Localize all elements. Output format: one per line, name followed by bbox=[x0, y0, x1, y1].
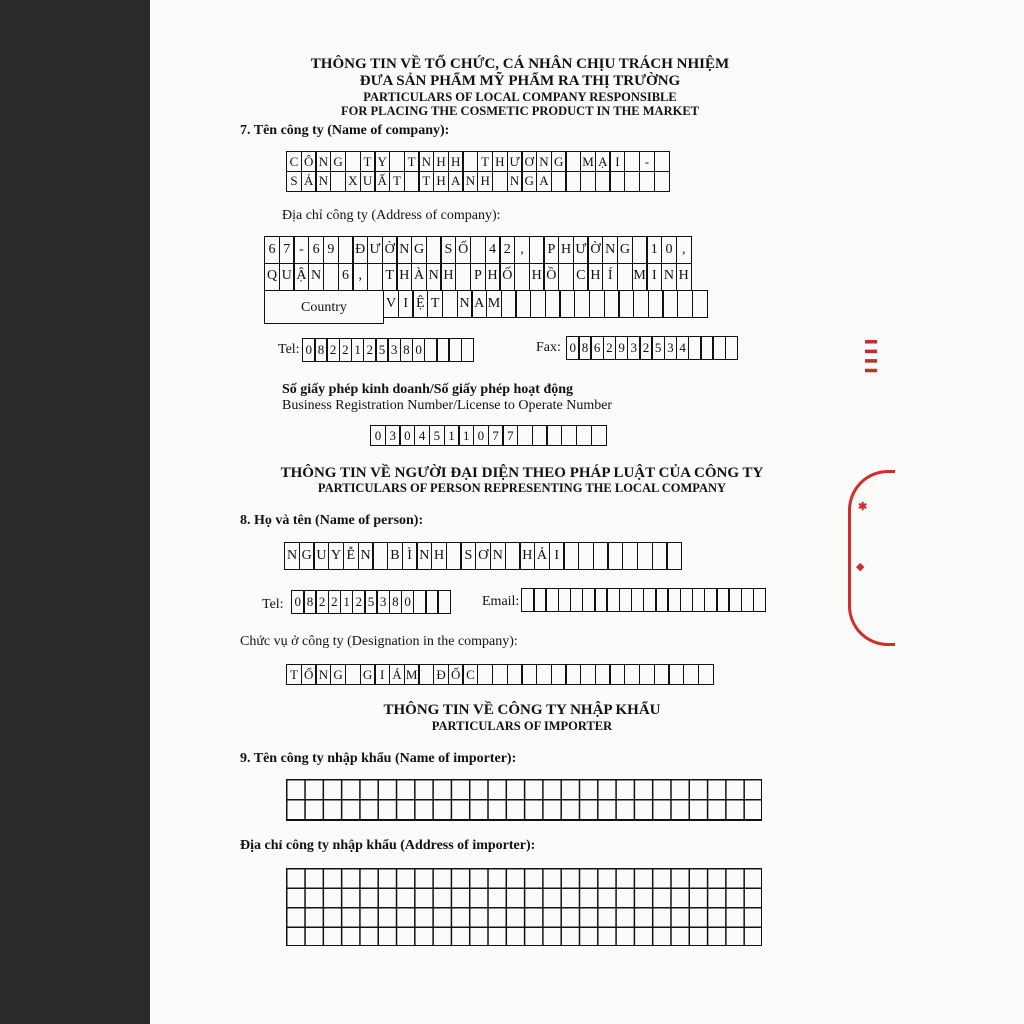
char-cell: 5 bbox=[651, 336, 665, 360]
char-cell: 0 bbox=[302, 338, 316, 362]
char-cell bbox=[639, 664, 655, 685]
char-cell: 1 bbox=[444, 425, 460, 446]
char-cell: Ư bbox=[507, 151, 523, 172]
char-cell bbox=[578, 542, 594, 570]
company-tel-cells bbox=[302, 338, 474, 362]
importer-title-vi: THÔNG TIN VỀ CÔNG TY NHẬP KHẨU bbox=[383, 702, 661, 718]
char-cell bbox=[565, 171, 581, 192]
char-cell: 3 bbox=[664, 336, 678, 360]
representative-title-vi: THÔNG TIN VỀ NGƯỜI ĐẠI DIỆN THEO PHÁP LUẬT CỦA CÔNG TY bbox=[280, 465, 764, 481]
char-cell: N bbox=[416, 542, 432, 570]
country-label: Country bbox=[264, 290, 384, 324]
char-cell bbox=[576, 425, 592, 446]
char-cell: 3 bbox=[387, 338, 401, 362]
char-cell bbox=[622, 542, 638, 570]
char-cell: G bbox=[551, 151, 567, 172]
char-cell: N bbox=[507, 171, 523, 192]
char-cell: - bbox=[293, 236, 309, 264]
char-cell: A bbox=[448, 171, 464, 192]
char-cell: 9 bbox=[323, 236, 339, 264]
char-cell bbox=[589, 290, 605, 318]
char-cell bbox=[418, 664, 434, 685]
char-cell bbox=[580, 664, 596, 685]
char-cell: N bbox=[457, 290, 473, 318]
char-cell: 6 bbox=[308, 236, 324, 264]
char-cell: 2 bbox=[352, 590, 366, 614]
char-cell bbox=[559, 290, 575, 318]
char-cell: 2 bbox=[603, 336, 617, 360]
char-cell bbox=[546, 425, 562, 446]
char-cell: H bbox=[433, 151, 449, 172]
importer-name-label: 9. Tên công ty nhập khẩu (Name of importer): bbox=[240, 751, 517, 766]
char-cell bbox=[551, 171, 567, 192]
char-cell bbox=[515, 290, 531, 318]
char-cell bbox=[677, 290, 693, 318]
char-cell: S bbox=[440, 236, 456, 264]
char-cell bbox=[753, 588, 767, 612]
char-cell: T bbox=[360, 151, 376, 172]
char-cell: Ì bbox=[402, 542, 418, 570]
char-cell: B bbox=[387, 542, 403, 570]
seal-fragment-mid: ◆ bbox=[856, 561, 865, 573]
char-cell: H bbox=[440, 263, 456, 291]
char-cell: P bbox=[470, 263, 486, 291]
person-email-cells bbox=[521, 588, 766, 612]
char-cell: 0 bbox=[661, 236, 677, 264]
char-cell: Ổ bbox=[301, 664, 317, 685]
char-cell: Ố bbox=[448, 664, 464, 685]
char-cell bbox=[591, 425, 607, 446]
char-cell bbox=[574, 290, 590, 318]
char-cell: , bbox=[352, 263, 368, 291]
char-cell bbox=[470, 236, 486, 264]
char-cell: H bbox=[492, 151, 508, 172]
char-cell: Ả bbox=[301, 171, 317, 192]
company-address-row-1 bbox=[264, 236, 692, 264]
char-cell bbox=[517, 425, 533, 446]
company-fax-label: Fax: bbox=[536, 340, 561, 355]
char-cell bbox=[662, 290, 678, 318]
char-cell: Ả bbox=[534, 542, 550, 570]
char-cell bbox=[330, 171, 346, 192]
char-cell: N bbox=[490, 542, 506, 570]
char-cell: Ờ bbox=[382, 236, 398, 264]
char-cell: N bbox=[462, 171, 478, 192]
char-cell: C bbox=[573, 263, 589, 291]
char-cell bbox=[692, 290, 708, 318]
person-tel-cells bbox=[291, 590, 451, 614]
country-row bbox=[383, 290, 708, 318]
char-cell: Ư bbox=[367, 236, 383, 264]
char-cell bbox=[507, 664, 523, 685]
char-cell: 8 bbox=[400, 338, 414, 362]
char-cell bbox=[461, 338, 475, 362]
char-cell: 4 bbox=[676, 336, 690, 360]
char-cell: Y bbox=[374, 151, 390, 172]
char-cell bbox=[624, 171, 640, 192]
company-address-label: Địa chỉ công ty (Address of company): bbox=[282, 208, 501, 223]
char-cell bbox=[666, 542, 682, 570]
char-cell bbox=[561, 425, 577, 446]
char-cell: G bbox=[360, 664, 376, 685]
char-cell: 2 bbox=[326, 338, 340, 362]
char-cell bbox=[618, 290, 634, 318]
char-cell: Ạ bbox=[595, 151, 611, 172]
seal-fragment-top: ✱ bbox=[858, 501, 868, 513]
char-cell: N bbox=[426, 263, 442, 291]
char-cell: 3 bbox=[385, 425, 401, 446]
char-cell bbox=[609, 664, 625, 685]
char-cell bbox=[624, 664, 640, 685]
char-cell: I bbox=[646, 263, 662, 291]
char-cell bbox=[367, 263, 383, 291]
char-cell bbox=[545, 290, 561, 318]
char-cell bbox=[437, 590, 451, 614]
license-cells bbox=[370, 425, 607, 446]
char-cell: 0 bbox=[566, 336, 580, 360]
char-cell bbox=[563, 542, 579, 570]
char-cell: 8 bbox=[314, 338, 328, 362]
char-cell: 5 bbox=[364, 590, 378, 614]
char-cell bbox=[455, 263, 471, 291]
char-cell: 4 bbox=[485, 236, 501, 264]
company-seal-stamp bbox=[848, 470, 895, 646]
importer-address-grid bbox=[286, 868, 762, 946]
char-cell: G bbox=[330, 151, 346, 172]
char-cell: H bbox=[485, 263, 501, 291]
license-label-en: Business Registration Number/License to Operate Number bbox=[282, 398, 613, 413]
char-cell bbox=[536, 664, 552, 685]
char-cell bbox=[668, 664, 684, 685]
char-cell: H bbox=[396, 263, 412, 291]
char-cell: 1 bbox=[340, 590, 354, 614]
char-cell bbox=[632, 236, 648, 264]
char-cell: 2 bbox=[315, 590, 329, 614]
char-cell bbox=[654, 151, 670, 172]
char-cell: 8 bbox=[578, 336, 592, 360]
company-name-row-1 bbox=[286, 151, 670, 172]
char-cell: 3 bbox=[376, 590, 390, 614]
char-cell bbox=[639, 171, 655, 192]
char-cell: G bbox=[411, 236, 427, 264]
char-cell: Y bbox=[328, 542, 344, 570]
header-line-2: ĐƯA SẢN PHẨM MỸ PHẨM RA THỊ TRƯỜNG bbox=[359, 73, 681, 89]
char-cell bbox=[652, 542, 668, 570]
char-cell: Ố bbox=[499, 263, 515, 291]
designation-cells bbox=[286, 664, 714, 685]
char-cell bbox=[372, 542, 388, 570]
char-cell: T bbox=[427, 290, 443, 318]
char-cell: Q bbox=[264, 263, 280, 291]
char-cell: 5 bbox=[375, 338, 389, 362]
char-cell bbox=[492, 171, 508, 192]
char-cell: Ư bbox=[573, 236, 589, 264]
char-cell: M bbox=[580, 151, 596, 172]
company-tel-label: Tel: bbox=[278, 342, 300, 357]
char-cell: V bbox=[383, 290, 399, 318]
char-cell: I bbox=[549, 542, 565, 570]
char-cell: C bbox=[462, 664, 478, 685]
char-cell bbox=[683, 664, 699, 685]
char-cell: Ồ bbox=[543, 263, 559, 291]
header-line-4: FOR PLACING THE COSMETIC PRODUCT IN THE MARKET bbox=[340, 104, 700, 118]
char-cell: 6 bbox=[338, 263, 354, 291]
char-cell: H bbox=[477, 171, 493, 192]
char-cell: T bbox=[418, 171, 434, 192]
char-cell: T bbox=[404, 151, 420, 172]
char-cell: , bbox=[514, 236, 530, 264]
char-cell: Ệ bbox=[412, 290, 428, 318]
char-cell: Ấ bbox=[374, 171, 390, 192]
char-cell: 7 bbox=[502, 425, 518, 446]
char-cell: 5 bbox=[429, 425, 445, 446]
char-cell: M bbox=[486, 290, 502, 318]
char-cell: 2 bbox=[328, 590, 342, 614]
char-cell bbox=[580, 171, 596, 192]
char-cell bbox=[637, 542, 653, 570]
char-cell: 0 bbox=[399, 425, 415, 446]
char-cell: U bbox=[313, 542, 329, 570]
char-cell bbox=[477, 664, 493, 685]
char-cell: 6 bbox=[590, 336, 604, 360]
company-name-row-2 bbox=[286, 171, 670, 192]
char-cell: - bbox=[639, 151, 655, 172]
char-cell bbox=[565, 151, 581, 172]
char-cell bbox=[593, 542, 609, 570]
char-cell: N bbox=[536, 151, 552, 172]
char-cell bbox=[532, 425, 548, 446]
importer-title-en: PARTICULARS OF IMPORTER bbox=[431, 719, 613, 733]
char-cell: N bbox=[315, 664, 331, 685]
person-tel-label: Tel: bbox=[262, 597, 284, 612]
char-cell bbox=[607, 542, 623, 570]
person-name-label: 8. Họ và tên (Name of person): bbox=[240, 513, 424, 528]
char-cell bbox=[558, 263, 574, 291]
margin-stamp-mark: ▌ ▌ ▌ ▌ bbox=[865, 340, 876, 376]
char-cell bbox=[492, 664, 508, 685]
char-cell: T bbox=[382, 263, 398, 291]
char-cell: H bbox=[433, 171, 449, 192]
char-cell: H bbox=[519, 542, 535, 570]
char-cell bbox=[565, 664, 581, 685]
char-cell: N bbox=[396, 236, 412, 264]
char-cell: H bbox=[529, 263, 545, 291]
representative-title-en: PARTICULARS OF PERSON REPRESENTING THE LOCAL COMPANY bbox=[317, 481, 727, 495]
char-cell bbox=[648, 290, 664, 318]
char-cell: 1 bbox=[458, 425, 474, 446]
char-cell: Á bbox=[389, 664, 405, 685]
char-cell bbox=[521, 664, 537, 685]
char-cell: N bbox=[418, 151, 434, 172]
char-cell bbox=[462, 151, 478, 172]
char-cell bbox=[404, 171, 420, 192]
char-cell bbox=[617, 263, 633, 291]
char-cell: 7 bbox=[279, 236, 295, 264]
designation-label: Chức vụ ở công ty (Designation in the company): bbox=[240, 634, 518, 649]
char-cell: G bbox=[617, 236, 633, 264]
company-name-label: 7. Tên công ty (Name of company): bbox=[240, 123, 450, 138]
char-cell bbox=[551, 664, 567, 685]
char-cell: Ậ bbox=[293, 263, 309, 291]
char-cell: U bbox=[360, 171, 376, 192]
char-cell bbox=[654, 171, 670, 192]
char-cell: Ố bbox=[455, 236, 471, 264]
char-cell: T bbox=[389, 171, 405, 192]
char-cell bbox=[345, 151, 361, 172]
char-cell: N bbox=[315, 171, 331, 192]
char-cell: 1 bbox=[351, 338, 365, 362]
char-cell: Ờ bbox=[587, 236, 603, 264]
char-cell: T bbox=[477, 151, 493, 172]
char-cell: , bbox=[676, 236, 692, 264]
char-cell: T bbox=[286, 664, 302, 685]
char-cell: U bbox=[279, 263, 295, 291]
char-cell: 3 bbox=[627, 336, 641, 360]
char-cell: M bbox=[632, 263, 648, 291]
char-cell: N bbox=[358, 542, 374, 570]
char-cell: 8 bbox=[303, 590, 317, 614]
char-cell: G bbox=[299, 542, 315, 570]
char-cell: Đ bbox=[352, 236, 368, 264]
char-cell: H bbox=[587, 263, 603, 291]
char-cell: A bbox=[536, 171, 552, 192]
char-cell: Ễ bbox=[343, 542, 359, 570]
char-cell: N bbox=[308, 263, 324, 291]
char-cell bbox=[624, 151, 640, 172]
char-cell: Í bbox=[602, 263, 618, 291]
char-cell bbox=[514, 263, 530, 291]
char-cell: 1 bbox=[646, 236, 662, 264]
char-cell bbox=[725, 336, 739, 360]
char-cell: N bbox=[284, 542, 300, 570]
char-cell: 7 bbox=[488, 425, 504, 446]
char-cell: G bbox=[330, 664, 346, 685]
char-cell: H bbox=[448, 151, 464, 172]
char-cell bbox=[442, 290, 458, 318]
char-cell: Ơ bbox=[521, 151, 537, 172]
header-line-3: PARTICULARS OF LOCAL COMPANY RESPONSIBLE bbox=[363, 90, 677, 104]
char-cell: N bbox=[661, 263, 677, 291]
char-cell: N bbox=[602, 236, 618, 264]
char-cell: À bbox=[411, 263, 427, 291]
char-cell: 2 bbox=[339, 338, 353, 362]
header-line-1: THÔNG TIN VỀ TỔ CHỨC, CÁ NHÂN CHỊU TRÁCH NHIỆM bbox=[310, 56, 730, 72]
char-cell: 0 bbox=[412, 338, 426, 362]
char-cell bbox=[426, 236, 442, 264]
char-cell: 9 bbox=[615, 336, 629, 360]
char-cell: 6 bbox=[264, 236, 280, 264]
license-label-vi: Số giấy phép kinh doanh/Số giấy phép hoạt động bbox=[282, 382, 574, 397]
char-cell: 2 bbox=[363, 338, 377, 362]
char-cell bbox=[505, 542, 521, 570]
char-cell: C bbox=[286, 151, 302, 172]
char-cell: 0 bbox=[401, 590, 415, 614]
char-cell bbox=[323, 263, 339, 291]
char-cell: A bbox=[471, 290, 487, 318]
char-cell bbox=[633, 290, 649, 318]
char-cell: H bbox=[558, 236, 574, 264]
char-cell: 4 bbox=[414, 425, 430, 446]
char-cell: H bbox=[676, 263, 692, 291]
char-cell bbox=[389, 151, 405, 172]
char-cell: X bbox=[345, 171, 361, 192]
char-cell: Ơ bbox=[475, 542, 491, 570]
importer-address-label: Địa chỉ công ty nhập khẩu (Address of importer): bbox=[240, 838, 536, 853]
char-cell bbox=[609, 171, 625, 192]
char-cell bbox=[345, 664, 361, 685]
person-email-label: Email: bbox=[482, 594, 520, 609]
char-cell bbox=[604, 290, 620, 318]
char-cell bbox=[654, 664, 670, 685]
char-cell bbox=[530, 290, 546, 318]
char-cell: 0 bbox=[370, 425, 386, 446]
char-cell: 2 bbox=[639, 336, 653, 360]
company-address-row-2 bbox=[264, 263, 692, 291]
char-cell: H bbox=[431, 542, 447, 570]
char-cell bbox=[501, 290, 517, 318]
char-cell: P bbox=[543, 236, 559, 264]
char-cell: S bbox=[286, 171, 302, 192]
char-cell bbox=[595, 171, 611, 192]
char-cell: N bbox=[315, 151, 331, 172]
char-cell: 0 bbox=[291, 590, 305, 614]
char-cell: Đ bbox=[433, 664, 449, 685]
char-cell: I bbox=[398, 290, 414, 318]
person-name-cells bbox=[284, 542, 682, 570]
char-cell: I bbox=[374, 664, 390, 685]
char-cell: 8 bbox=[389, 590, 403, 614]
char-cell: Ô bbox=[301, 151, 317, 172]
char-cell bbox=[338, 236, 354, 264]
char-cell: I bbox=[609, 151, 625, 172]
char-cell: 0 bbox=[473, 425, 489, 446]
char-cell bbox=[446, 542, 462, 570]
char-cell bbox=[529, 236, 545, 264]
char-cell: M bbox=[404, 664, 420, 685]
company-fax-cells bbox=[566, 336, 738, 360]
char-cell: S bbox=[460, 542, 476, 570]
char-cell bbox=[698, 664, 714, 685]
char-cell: 2 bbox=[499, 236, 515, 264]
char-cell: G bbox=[521, 171, 537, 192]
importer-name-grid bbox=[286, 779, 762, 821]
char-cell bbox=[595, 664, 611, 685]
